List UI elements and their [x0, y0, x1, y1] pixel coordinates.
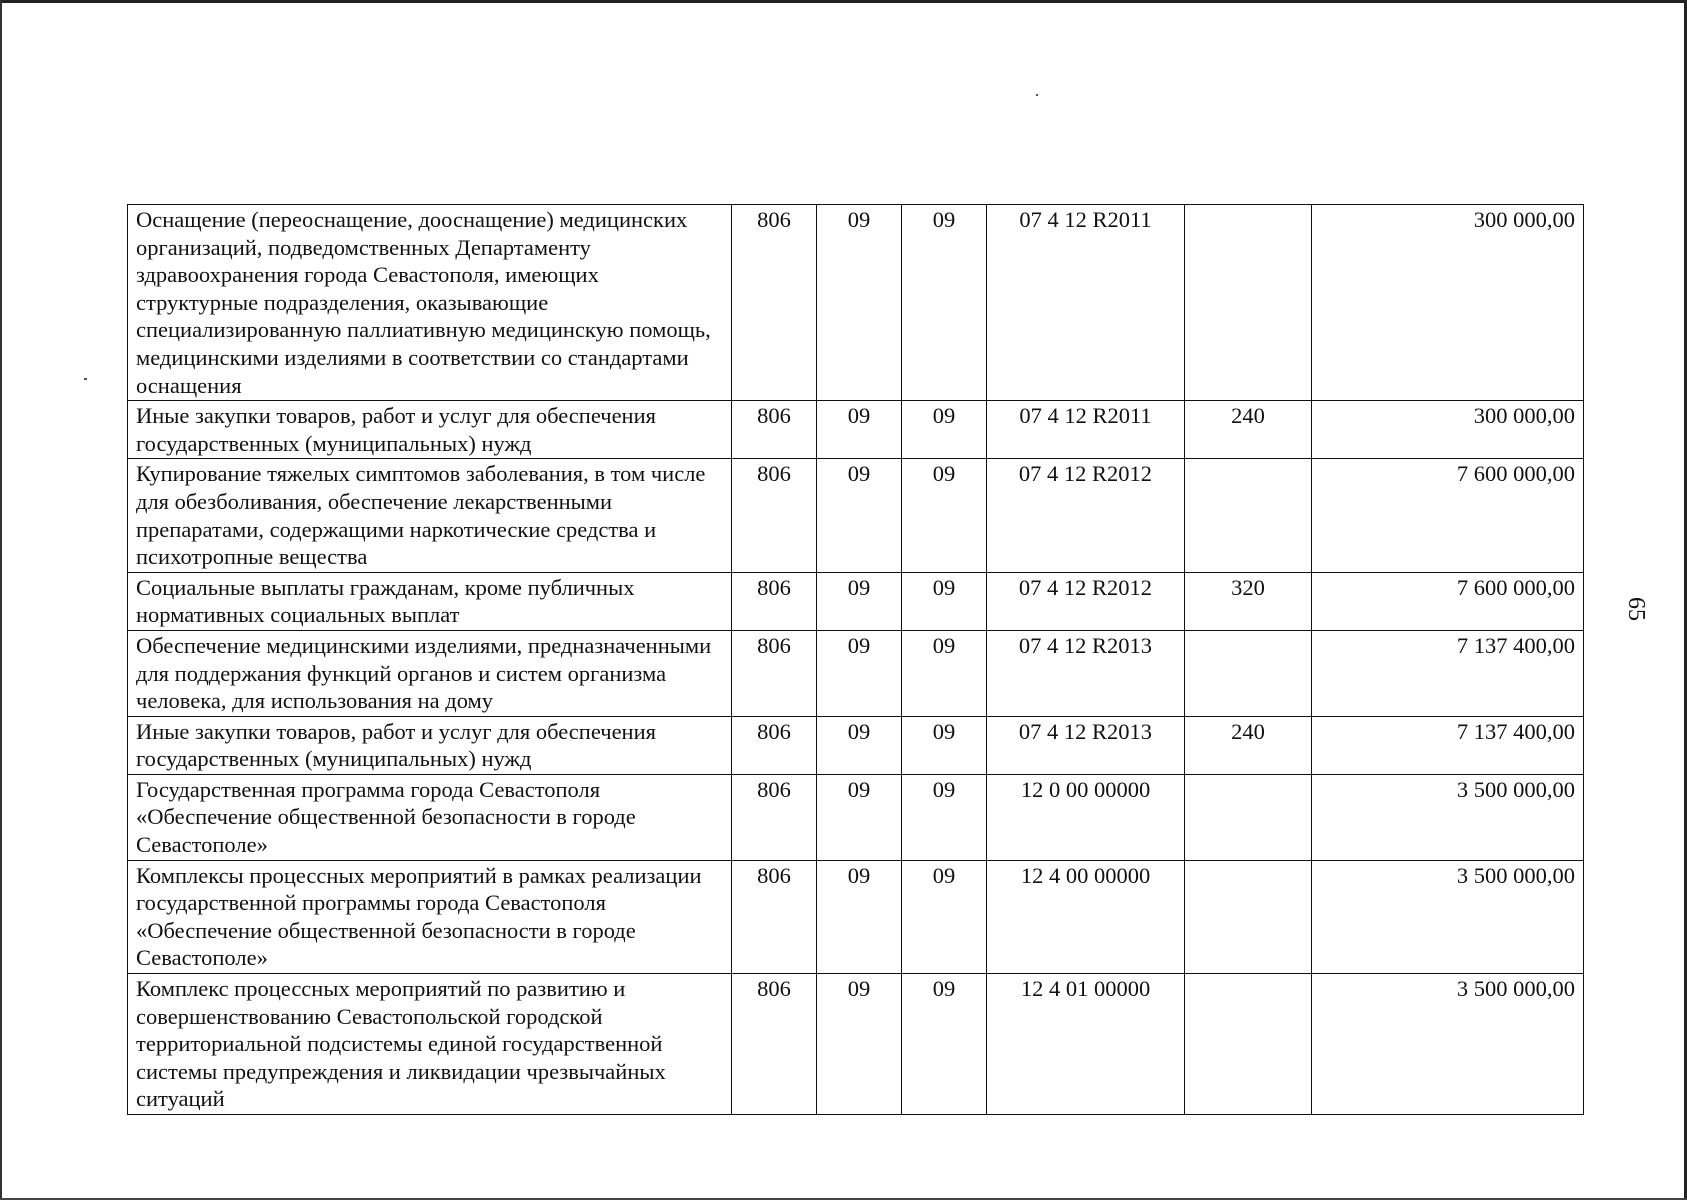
cell-ministry-code: 806: [732, 774, 817, 860]
cell-ministry-code: 806: [732, 716, 817, 774]
cell-section-code: 09: [817, 974, 902, 1115]
budget-table: [127, 204, 1584, 1115]
cell-description: Комплекс процессных мероприятий по развитию и совершенствованию Севастопольской городской территориальной подсистемы единой государственной системы предупреждения и ликвидации чрезвычайных ситуаций: [128, 974, 732, 1115]
cell-amount: 7 137 400,00: [1312, 630, 1584, 716]
cell-expense-type: 240: [1185, 401, 1312, 459]
cell-section-code: 09: [817, 205, 902, 401]
table-row: [128, 401, 1584, 459]
cell-amount: 3 500 000,00: [1312, 974, 1584, 1115]
cell-target-article: 12 0 00 00000: [987, 774, 1185, 860]
cell-expense-type: [1185, 459, 1312, 572]
cell-amount: 7 600 000,00: [1312, 459, 1584, 572]
cell-subsection-code: 09: [902, 205, 987, 401]
cell-expense-type: [1185, 974, 1312, 1115]
cell-subsection-code: 09: [902, 401, 987, 459]
cell-subsection-code: 09: [902, 572, 987, 630]
cell-description: Купирование тяжелых симптомов заболевания, в том числе для обезболивания, обеспечение лекарственными препаратами, содержащими наркотические средства и психотропные вещества: [128, 459, 732, 572]
cell-description: Иные закупки товаров, работ и услуг для обеспечения государственных (муниципальных) нужд: [128, 716, 732, 774]
cell-ministry-code: 806: [732, 974, 817, 1115]
cell-target-article: 12 4 00 00000: [987, 860, 1185, 973]
table-row: [128, 572, 1584, 630]
cell-section-code: 09: [817, 572, 902, 630]
cell-description: Государственная программа города Севастополя «Обеспечение общественной безопасности в городе Севастополе»: [128, 774, 732, 860]
cell-subsection-code: 09: [902, 630, 987, 716]
page-number: 65: [1623, 597, 1649, 621]
cell-target-article: 12 4 01 00000: [987, 974, 1185, 1115]
cell-expense-type: 240: [1185, 716, 1312, 774]
cell-ministry-code: 806: [732, 205, 817, 401]
table-row: [128, 459, 1584, 572]
cell-subsection-code: 09: [902, 774, 987, 860]
cell-subsection-code: 09: [902, 459, 987, 572]
cell-target-article: 07 4 12 R2012: [987, 459, 1185, 572]
cell-section-code: 09: [817, 716, 902, 774]
cell-expense-type: [1185, 860, 1312, 973]
cell-description: Социальные выплаты гражданам, кроме публичных нормативных социальных выплат: [128, 572, 732, 630]
scan-border-left: [0, 0, 2, 1200]
table-row: [128, 630, 1584, 716]
scan-border-top: [0, 0, 1687, 3]
cell-expense-type: [1185, 774, 1312, 860]
cell-amount: 7 137 400,00: [1312, 716, 1584, 774]
cell-description: Комплексы процессных мероприятий в рамках реализации государственной программы города Севастополя «Обеспечение общественной безопасности в городе Севастополе»: [128, 860, 732, 973]
cell-target-article: 07 4 12 R2011: [987, 401, 1185, 459]
cell-section-code: 09: [817, 459, 902, 572]
budget-table-body: [128, 205, 1584, 1115]
cell-amount: 300 000,00: [1312, 205, 1584, 401]
cell-target-article: 07 4 12 R2012: [987, 572, 1185, 630]
cell-target-article: 07 4 12 R2011: [987, 205, 1185, 401]
cell-subsection-code: 09: [902, 974, 987, 1115]
cell-section-code: 09: [817, 401, 902, 459]
table-row: [128, 774, 1584, 860]
cell-section-code: 09: [817, 774, 902, 860]
cell-target-article: 07 4 12 R2013: [987, 716, 1185, 774]
cell-expense-type: 320: [1185, 572, 1312, 630]
table-row: [128, 205, 1584, 401]
cell-ministry-code: 806: [732, 860, 817, 973]
cell-subsection-code: 09: [902, 716, 987, 774]
cell-ministry-code: 806: [732, 459, 817, 572]
cell-section-code: 09: [817, 630, 902, 716]
table-row: [128, 974, 1584, 1115]
cell-section-code: 09: [817, 860, 902, 973]
cell-description: Иные закупки товаров, работ и услуг для обеспечения государственных (муниципальных) нужд: [128, 401, 732, 459]
table-row: [128, 716, 1584, 774]
cell-subsection-code: 09: [902, 860, 987, 973]
scan-speck: [84, 378, 87, 380]
cell-amount: 3 500 000,00: [1312, 774, 1584, 860]
scan-speck: [1036, 94, 1038, 96]
cell-description: Оснащение (переоснащение, дооснащение) медицинских организаций, подведомственных Департаменту здравоохранения города Севастополя, имеющих структурные подразделения, оказывающие специализированную паллиативную медицинскую помощь, медицинскими изделиями в соответствии со стандартами оснащения: [128, 205, 732, 401]
cell-expense-type: [1185, 205, 1312, 401]
cell-amount: 3 500 000,00: [1312, 860, 1584, 973]
cell-amount: 300 000,00: [1312, 401, 1584, 459]
cell-ministry-code: 806: [732, 630, 817, 716]
cell-ministry-code: 806: [732, 572, 817, 630]
cell-ministry-code: 806: [732, 401, 817, 459]
cell-amount: 7 600 000,00: [1312, 572, 1584, 630]
table-row: [128, 860, 1584, 973]
cell-description: Обеспечение медицинскими изделиями, предназначенными для поддержания функций органов и систем организма человека, для использования на дому: [128, 630, 732, 716]
cell-target-article: 07 4 12 R2013: [987, 630, 1185, 716]
cell-expense-type: [1185, 630, 1312, 716]
